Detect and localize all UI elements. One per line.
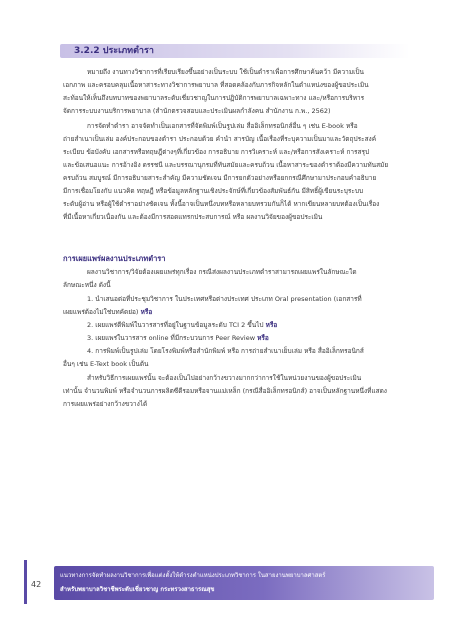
footer-subtitle: สำหรับพยาบาลวิชาชีพระดับเชี่ยวชาญ กระทรวงสาธารณสุข: [60, 586, 215, 593]
page-number: 42: [31, 580, 42, 589]
paragraph-line: ถ่ายสำเนาเป็นเล่ม องค์ประกอบของตำรา ประกอบด้วย คำนำ สารบัญ เนื้อเรื่องที่ระบุความเป็นมาและวัตถุประสงค์: [63, 135, 377, 143]
paragraph-line: เอกภาพ และครอบคลุมเนื้อหาสาระทางวิชาการพยาบาล ที่สอดคล้องกับภารกิจหลักในตำแหน่งของผู้ขอประเมิน: [63, 81, 369, 89]
footer-title: แนวทางการจัดทำผลงานวิชาการเพื่อแต่งตั้งให้ดำรงตำแหน่งประเภทวิชาการ ในสายงานพยาบาลศาสตร์: [60, 572, 326, 579]
list-item: เผยแพร่ต้องไม่ใช่บทคัดย่อ) หรือ: [63, 308, 153, 316]
paragraph-line: เท่านั้น จำนวนพิมพ์ หรือจำนวนการผลิตซีดีรอมหรือจานแม่เหล็ก (กรณีสื่ออิเล็กทรอนิกส์) อาจเป็นหลักฐานหนึ่งที่แสดง: [63, 387, 387, 395]
list-item: อื่นๆ เช่น E-Text book เป็นต้น: [63, 360, 149, 368]
list-item: 3. เผยแพร่ในวารสาร online ที่มีกระบวนการ Peer Review หรือ: [87, 334, 269, 342]
page-number-tab: [24, 560, 51, 604]
dissemination-paragraph: [63, 372, 408, 411]
paragraph-line: ครบถ้วน สมบูรณ์ มีการอธิบายสาระสำคัญ มีความชัดเจน มีการยกตัวอย่างหรือยกกรณีศึกษามาประกอบคำอธิบาย: [63, 174, 377, 182]
paragraph-line: ผลงานวิชาการ/วิจัยต้องเผยแพร่ทุกเรื่อง กรณีส่งผลงานประเภทตำราสามารถเผยแพร่ในลักษณะใด: [87, 268, 357, 276]
paragraph-line: จัดการระบบงานบริการพยาบาล (สำนักตรวจสอบและประเมินผลกำลังคน สำนักงาน ก.พ., 2562): [63, 107, 331, 115]
conjunction: หรือ: [265, 321, 278, 329]
publication-intro: [63, 266, 408, 292]
conjunction: หรือ: [257, 334, 269, 342]
list-item: 1. นำเสนอต่อที่ประชุมวิชาการ ในประเทศหรือต่างประเทศ ประเภท Oral presentation (เอกสารที่: [87, 295, 362, 303]
subsection-title: การเผยแพร่ผลงานประเภทตำรา: [63, 254, 166, 263]
paragraph-line: การเผยแพร่อย่างกว้างขวางได้: [63, 400, 148, 408]
publication-list: [63, 293, 408, 371]
paragraph-line: ที่มีเนื้อหาเกี่ยวเนื่องกัน และต้องมีการสอดแทรกประสบการณ์ หรือ ผลงานวิจัยของผู้ขอประเมิน: [63, 213, 323, 221]
paragraph-line: มีการเชื่อมโยงกับ แนวคิด ทฤษฎี หรือข้อมูลหลักฐานเชิงประจักษ์ที่เกี่ยวข้องสัมพันธ์กัน มีสิทธิ์ผู้เขียนระบุระบบ: [63, 187, 364, 195]
definition-paragraph: [63, 66, 408, 118]
paragraph-line: การจัดทำตำรา อาจจัดทำเป็นเอกสารที่จัดพิมพ์เป็นรูปเล่ม สื่ออิเล็กทรอนิกส์อื่น ๆ เช่น E-book หรือ: [87, 122, 358, 130]
paragraph-line: ระดับผู้อ่าน หรือผู้ใช้ตำราอย่างชัดเจน ทั้งนี้อาจเป็นหนึ่งบทหรือหลายบทรวมกันก็ได้ หากเขียนหลายบทต้องเป็นเรื่อง: [63, 200, 380, 208]
section-title: 3.2.2 ประเภทตำรา: [74, 46, 154, 56]
paragraph-line: สำหรับวิธีการเผยแพร่นั้น จะต้องเป็นไปอย่างกว้างขวางมากกว่าการใช้ในหน่วยงานของผู้ขอประเมิน: [87, 374, 362, 382]
paragraph-line: ลักษณะหนึ่ง ดังนี้: [63, 281, 111, 289]
paragraph-line: หมายถึง งานทางวิชาการที่เรียบเรียงขึ้นอย่างเป็นระบบ ใช้เป็นตำราเพื่อการศึกษาค้นคว้า มีความเป็น: [87, 68, 364, 76]
composition-paragraph: [63, 120, 408, 224]
paragraph-line: ระเบียบ ข้อบังคับ เอกสารหรือทฤษฎีต่างๆที่เกี่ยวข้อง การอธิบาย การวิเคราะห์ และ/หรือการสังเคราะห์ การสรุป: [63, 148, 370, 156]
list-item: 2. เผยแพร่ตีพิมพ์ในวารสารที่อยู่ในฐานข้อมูลระดับ TCI 2 ขึ้นไป หรือ: [87, 321, 278, 329]
paragraph-line: สะท้อนให้เห็นถึงบทบาทของพยาบาลระดับเชี่ยวชาญในการปฏิบัติการพยาบาลเฉพาะทาง และ/หรือการบริหาร: [63, 94, 365, 102]
conjunction: หรือ: [140, 308, 153, 316]
paragraph-line: และข้อเสนอแนะ การอ้างอิง ดรรชนี และบรรณานุกรมที่ทันสมัยและครบถ้วน เนื้อหาสาระของตำราต้องมีความทันสมัย: [63, 161, 389, 169]
list-item: 4. การพิมพ์เป็นรูปเล่ม โดยโรงพิมพ์หรือสำนักพิมพ์ หรือ การถ่ายสำเนาเย็บเล่ม หรือ สื่ออิเล็กทรอนิกส์: [87, 347, 364, 355]
page-footer: [24, 560, 434, 604]
